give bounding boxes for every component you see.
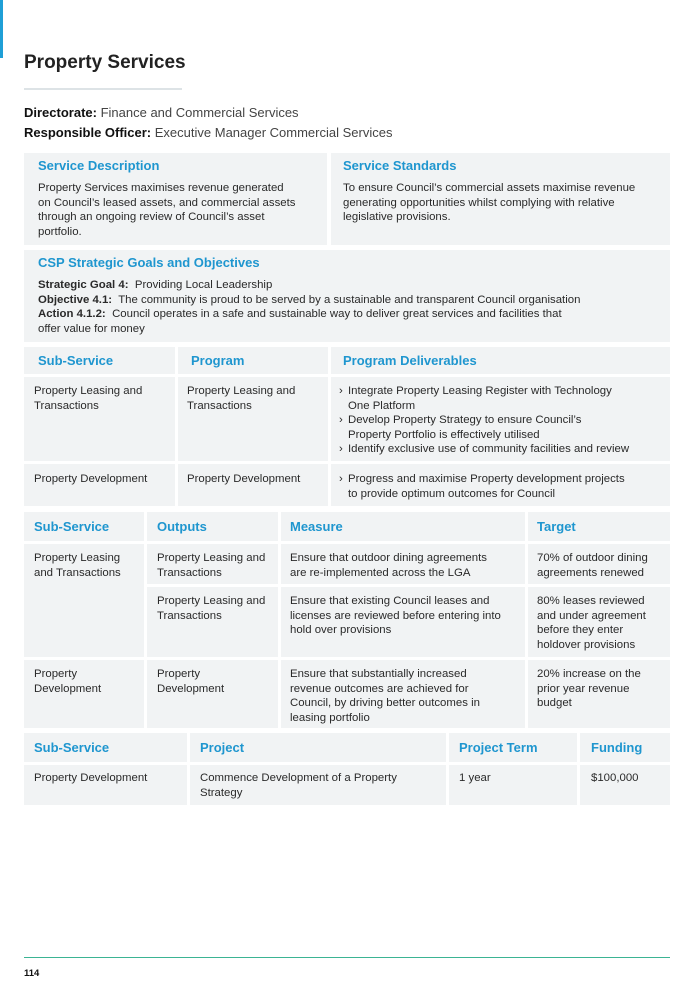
text-line: Property Leasing and (34, 385, 143, 397)
table-cell (24, 660, 144, 728)
text-line: Property Leasing (34, 552, 121, 564)
text-line: To ensure Council’s commercial assets maximise revenue (343, 182, 636, 194)
list-item (339, 413, 629, 442)
outputs-header-outputs (147, 512, 278, 541)
text-line: Ensure that substantially increased (290, 668, 467, 680)
text-line: 20% increase on the (537, 668, 641, 680)
text-line: Ensure that existing Council leases and (290, 595, 490, 607)
text-line: 80% leases reviewed (537, 595, 645, 607)
csp-panel (24, 250, 670, 342)
text-line: Transactions (187, 399, 252, 412)
text-line: portfolio. (38, 225, 82, 238)
text-line: Integrate Property Leasing Register with Technology (348, 385, 612, 397)
column-header: Target (537, 519, 576, 534)
column-header: Project (200, 740, 245, 755)
text-line: Property Portfolio is effectively utilised (348, 428, 540, 441)
action-line (38, 307, 580, 322)
text-line: Property Leasing and (157, 552, 266, 564)
objective-text: The community is proud to be served by a sustainable and transparent Council organisation (118, 293, 581, 306)
table-cell (147, 660, 278, 728)
text-line: are re-implemented across the LGA (290, 566, 471, 579)
project-header-term (449, 733, 577, 762)
officer-line (24, 125, 392, 140)
table-cell (190, 765, 446, 805)
table-cell (178, 464, 328, 506)
table-cell (178, 377, 328, 461)
table-cell (528, 544, 670, 584)
text-line: Commence Development of a Property (200, 772, 397, 784)
service-description-text (38, 181, 295, 239)
directorate-label: Directorate: (24, 105, 97, 120)
table-cell (281, 660, 525, 728)
list-item (339, 472, 625, 501)
service-description-heading: Service Description (38, 158, 160, 173)
text-line: Development (157, 682, 225, 695)
accent-bar (0, 0, 3, 58)
chevron-right-icon: › (339, 443, 343, 456)
text-line: 1 year (459, 772, 491, 784)
table-cell (281, 544, 525, 584)
chevron-right-icon: › (339, 473, 343, 485)
goal-line (38, 278, 580, 293)
text-line: 70% of outdoor dining (537, 552, 648, 564)
officer-label: Responsible Officer: (24, 125, 152, 140)
page-number: 114 (24, 968, 40, 979)
text-line: Ensure that outdoor dining agreements (290, 552, 487, 564)
text-line: One Platform (348, 399, 416, 412)
column-header: Funding (591, 740, 643, 755)
table-cell (331, 464, 670, 506)
text-line: Development (34, 682, 102, 695)
service-standards-panel (331, 153, 670, 245)
text-line: Transactions (34, 399, 99, 412)
table-cell (580, 765, 670, 805)
text-line: Progress and maximise Property development projects (348, 473, 625, 485)
service-standards-text (343, 181, 635, 225)
goal-text: Providing Local Leadership (134, 279, 273, 291)
chevron-right-icon: › (339, 385, 343, 397)
text-line: on Council’s leased assets, and commercial assets (38, 196, 296, 209)
csp-heading: CSP Strategic Goals and Objectives (38, 255, 260, 270)
text-line: Property Services maximises revenue generated (38, 182, 284, 194)
outputs-header-measure (281, 512, 525, 541)
text-line: Identify exclusive use of community facilities and review (348, 443, 630, 456)
text-line: Transactions (157, 609, 222, 622)
column-header: Program Deliverables (343, 353, 477, 368)
text-line: through an ongoing review of Council’s asset (38, 211, 265, 224)
text-line: Strategy (200, 786, 243, 799)
list-item (339, 442, 629, 457)
text-line: legislative provisions. (343, 211, 451, 224)
column-header: Program (191, 353, 245, 368)
text-line: budget (537, 697, 572, 710)
text-line: prior year revenue (537, 682, 630, 695)
goal-label: Strategic Goal 4: (38, 279, 129, 291)
table-cell (147, 544, 278, 584)
column-header: Outputs (157, 519, 207, 534)
text-line: holdover provisions (537, 638, 636, 651)
column-header: Sub-Service (34, 519, 110, 534)
directorate-line (24, 105, 299, 120)
text-line: revenue outcomes are achieved for (290, 682, 469, 695)
text-line: Council, by driving better outcomes in (290, 697, 480, 710)
project-header-funding (580, 733, 670, 762)
outputs-header-target (528, 512, 670, 541)
text-line: Property (34, 668, 78, 680)
table-cell (24, 544, 144, 657)
text-line: Property Leasing and (187, 385, 296, 397)
service-standards-heading: Service Standards (343, 158, 457, 173)
table-cell (24, 464, 175, 506)
text-line: leasing portfolio (290, 711, 370, 724)
text-line: and under agreement (537, 609, 646, 622)
page-title: Property Services (24, 52, 186, 73)
table-cell (24, 765, 187, 805)
project-header-sub (24, 733, 187, 762)
program-header-program (178, 347, 328, 374)
text-line: agreements renewed (537, 566, 645, 579)
text-line: Transactions (157, 566, 222, 579)
text-line: Property Development (187, 473, 301, 485)
action-text: Council operates in a safe and sustainable way to deliver great services and facilities that (112, 308, 562, 321)
column-header: Sub-Service (38, 353, 114, 368)
text-line: Property Development (34, 473, 148, 485)
footer-divider (24, 957, 670, 958)
text-line: licenses are reviewed before entering into (290, 609, 501, 622)
list-item (339, 384, 629, 413)
table-cell (331, 377, 670, 461)
table-cell (147, 587, 278, 657)
text-line: Property Development (34, 772, 148, 784)
outputs-header-sub (24, 512, 144, 541)
table-cell (281, 587, 525, 657)
text-line: before they enter (537, 624, 624, 637)
service-description-panel (24, 153, 327, 245)
text-line: Property (157, 668, 201, 680)
text-line: generating opportunities whilst complying with relative (343, 196, 615, 209)
program-header-deliverables (331, 347, 670, 374)
officer-value: Executive Manager Commercial Services (154, 125, 393, 140)
text-line: Develop Property Strategy to ensure Council’s (348, 414, 582, 427)
directorate-value: Finance and Commercial Services (100, 105, 299, 120)
table-cell (449, 765, 577, 805)
text-line: Property Leasing and (157, 595, 266, 607)
project-header-project (190, 733, 446, 762)
table-cell (528, 587, 670, 657)
text-line: and Transactions (34, 566, 121, 579)
column-header: Sub-Service (34, 740, 110, 755)
csp-text (38, 278, 580, 336)
text-line: $100,000 (591, 772, 639, 784)
text-line: to provide optimum outcomes for Council (348, 487, 556, 500)
title-divider (24, 88, 182, 90)
chevron-right-icon: › (339, 414, 343, 427)
objective-line (38, 293, 580, 308)
action-line-continued: offer value for money (38, 322, 145, 335)
column-header: Project Term (459, 740, 538, 755)
column-header: Measure (290, 519, 343, 534)
program-header-sub (24, 347, 175, 374)
action-label: Action 4.1.2: (38, 308, 106, 321)
objective-label: Objective 4.1: (38, 293, 113, 306)
table-cell (528, 660, 670, 728)
table-cell (24, 377, 175, 461)
text-line: hold over provisions (290, 624, 392, 637)
